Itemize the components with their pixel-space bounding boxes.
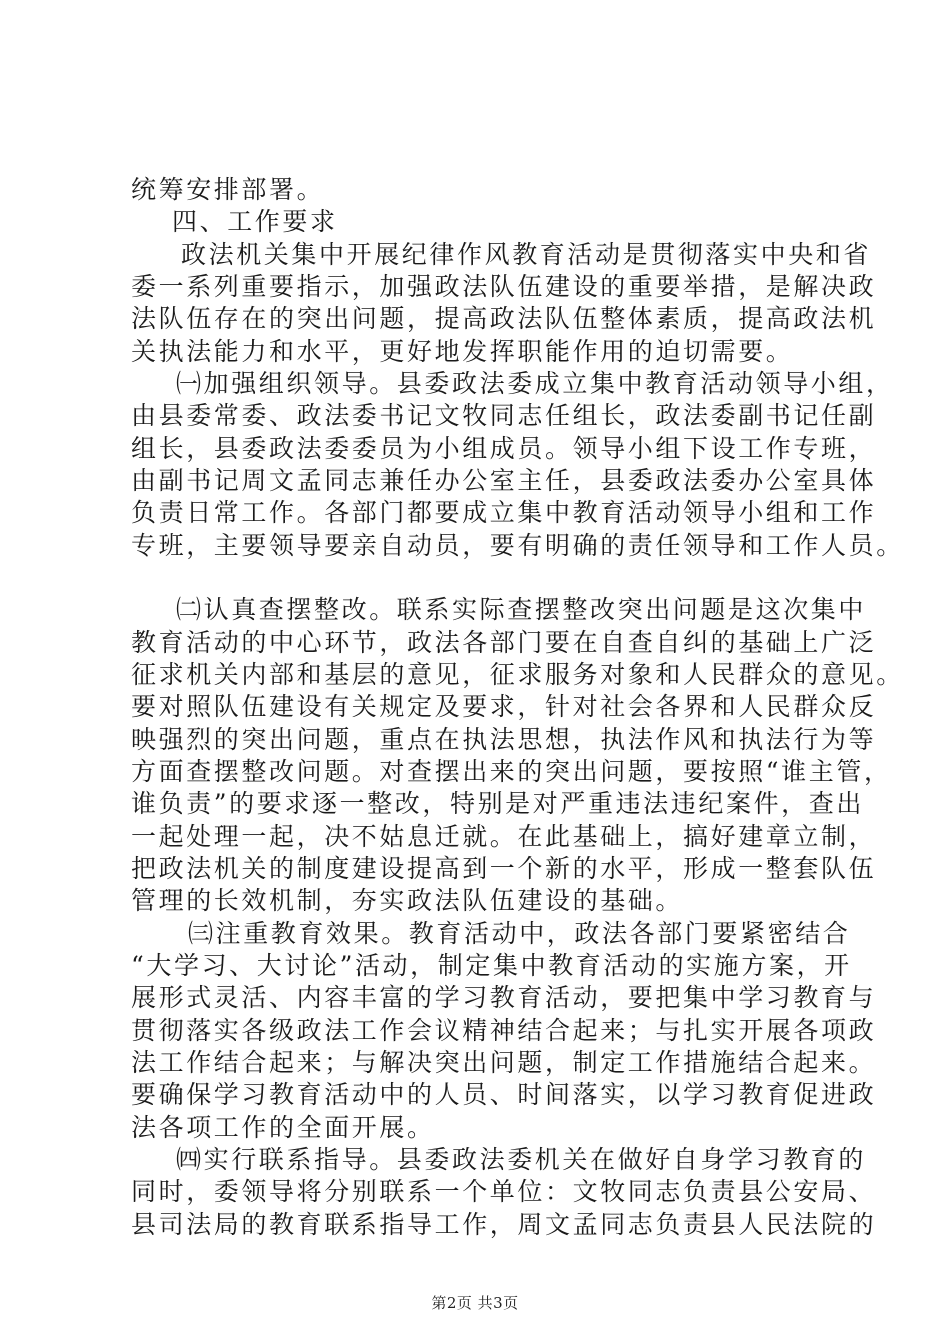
- text-line: 谁负责”的要求逐一整改，特别是对严重违法违纪案件，查出: [131, 789, 864, 818]
- text-line: 管理的长效机制，夯实政法队伍建设的基础。: [131, 886, 684, 915]
- text-line: 一起处理一起，决不姑息迁就。在此基础上，搞好建章立制，: [131, 822, 877, 851]
- text-line: ㈣实行联系指导。县委政法委机关在做好自身学习教育的: [176, 1145, 867, 1174]
- text-line: 映强烈的突出问题，重点在执法思想，执法作风和执法行为等: [131, 725, 877, 754]
- text-line: 展形式灵活、内容丰富的学习教育活动，要把集中学习教育与: [131, 983, 877, 1012]
- text-line: ㈢注重教育效果。教育活动中，政法各部门要紧密结合: [188, 919, 851, 948]
- text-line: 政法机关集中开展纪律作风教育活动是贯彻落实中央和省: [181, 240, 872, 269]
- text-line: 组长，县委政法委委员为小组成员。领导小组下设工作专班，: [131, 434, 877, 463]
- section-heading: 四、工作要求: [172, 207, 338, 236]
- text-line: 方面查摆整改问题。对查摆出来的突出问题，要按照“谁主管，: [131, 757, 892, 786]
- text-line: 法各项工作的全面开展。: [131, 1113, 435, 1142]
- text-line: 县司法局的教育联系指导工作，周文孟同志负责县人民法院的: [131, 1210, 877, 1239]
- text-line: 同时，委领导将分别联系一个单位：文牧同志负责县公安局、: [131, 1177, 877, 1206]
- page-footer: 第2页 共3页: [431, 1294, 519, 1312]
- text-line: 负责日常工作。各部门都要成立集中教育活动领导小组和工作: [131, 498, 877, 527]
- text-line: 法工作结合起来；与解决突出问题，制定工作措施结合起来。: [131, 1048, 877, 1077]
- text-line: ㈡认真查摆整改。联系实际查摆整改突出问题是这次集中: [176, 595, 867, 624]
- text-line: 教育活动的中心环节，政法各部门要在自查自纠的基础上广泛: [131, 628, 877, 657]
- text-line: 由县委常委、政法委书记文牧同志任组长，政法委副书记任副: [131, 401, 877, 430]
- text-line: 要确保学习教育活动中的人员、时间落实，以学习教育促进政: [131, 1080, 877, 1109]
- text-line: 由副书记周文孟同志兼任办公室主任，县委政法委办公室具体: [131, 466, 877, 495]
- text-line: 专班，主要领导要亲自动员，要有明确的责任领导和工作人员。: [131, 531, 904, 560]
- text-line: 法队伍存在的突出问题，提高政法队伍整体素质，提高政法机: [131, 304, 877, 333]
- text-line: 统筹安排部署。: [131, 175, 325, 204]
- text-line: 把政法机关的制度建设提高到一个新的水平，形成一整套队伍: [131, 854, 877, 883]
- text-line: “大学习、大讨论”活动，制定集中教育活动的实施方案，开: [131, 951, 852, 980]
- text-line: 委一系列重要指示，加强政法队伍建设的重要举措，是解决政: [131, 272, 877, 301]
- text-line: ㈠加强组织领导。县委政法委成立集中教育活动领导小组，: [176, 369, 894, 398]
- text-line: 关执法能力和水平，更好地发挥职能作用的迫切需要。: [131, 337, 794, 366]
- text-line: 征求机关内部和基层的意见，征求服务对象和人民群众的意见。: [131, 660, 904, 689]
- text-line: 要对照队伍建设有关规定及要求，针对社会各界和人民群众反: [131, 692, 877, 721]
- text-line: 贯彻落实各级政法工作会议精神结合起来；与扎实开展各项政: [131, 1016, 877, 1045]
